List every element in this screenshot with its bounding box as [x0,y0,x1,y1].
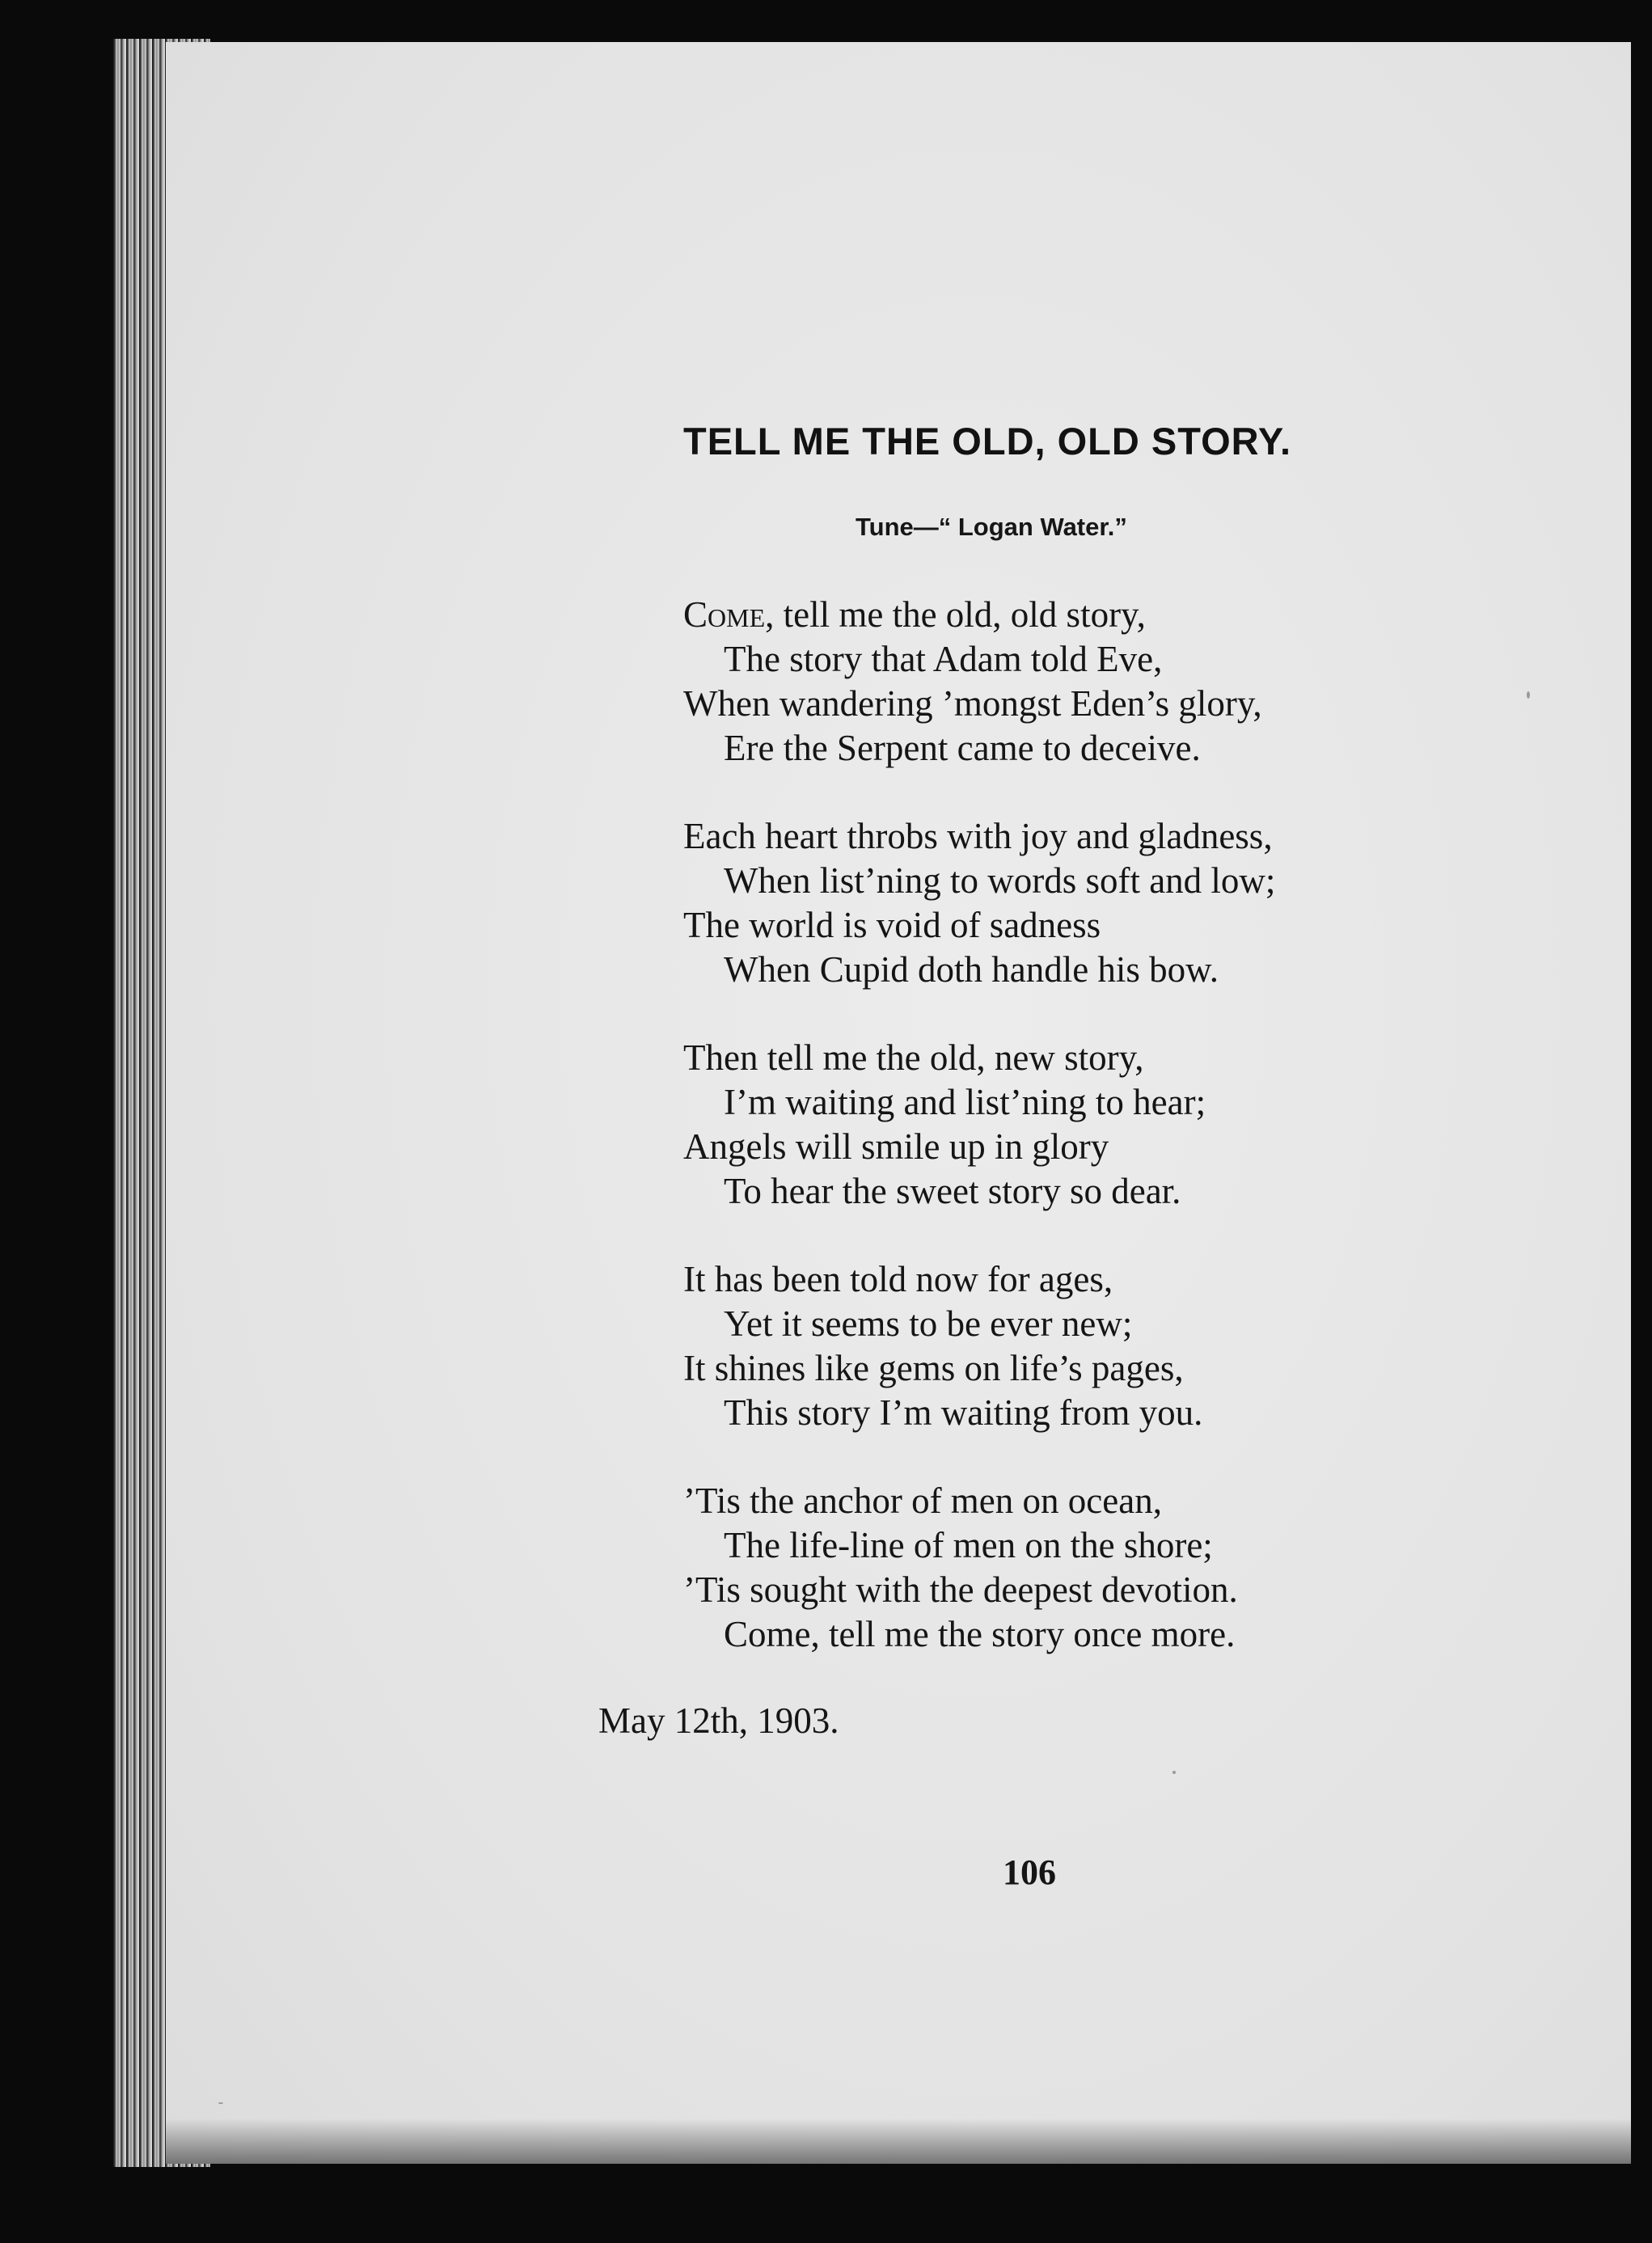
scan-speck [218,2102,223,2104]
poem-title: TELL ME THE OLD, OLD STORY. [683,420,1292,463]
stanza [683,593,1492,771]
poem-line: It shines like gems on life’s pages, [683,1348,1184,1388]
stanza [683,1479,1492,1657]
line-text: , tell me the old, old story, [765,594,1146,635]
poem-line: Ere the Serpent came to deceive. [724,728,1201,768]
poem-line: ’Tis the anchor of men on ocean, [683,1481,1162,1521]
stanza [683,1257,1492,1435]
poem-line: Yet it seems to be ever new; [724,1303,1133,1344]
poem-line: The life-line of men on the shore; [724,1525,1213,1565]
scan-speck [1172,1771,1176,1774]
poem-line: I’m waiting and list’ning to hear; [724,1082,1206,1122]
drop-word: Come [683,594,766,635]
poem-line: Then tell me the old, new story, [683,1037,1144,1078]
page-number: 106 [1003,1852,1056,1892]
poem-line: It has been told now for ages, [683,1259,1113,1299]
poem-line: When list’ning to words soft and low; [724,860,1276,901]
scan-speck [1527,691,1530,699]
poem-line: Angels will smile up in glory [683,1126,1109,1167]
stanza [683,1036,1492,1214]
poem-line [683,593,1492,637]
poem-line: When wandering ’mongst Eden’s glory, [683,683,1262,724]
poem-line: To hear the sweet story so dear. [724,1171,1181,1211]
poem-line: ’Tis sought with the deepest devotion. [683,1569,1238,1610]
poem-line: Each heart throbs with joy and gladness, [683,816,1273,856]
poem-date: May 12th, 1903. [598,1700,839,1741]
poem-line: The world is void of sadness [683,905,1101,945]
poem-line: Come, tell me the story once more. [724,1614,1236,1654]
poem-line: This story I’m waiting from you. [724,1392,1203,1433]
page-bottom-shadow [166,2118,1631,2164]
poem-line: When Cupid doth handle his bow. [724,949,1219,990]
tune-line: Tune—“ Logan Water.” [856,513,1127,541]
poem-line: The story that Adam told Eve, [724,639,1163,679]
stanza [683,814,1492,992]
poem-body [683,593,1492,1700]
